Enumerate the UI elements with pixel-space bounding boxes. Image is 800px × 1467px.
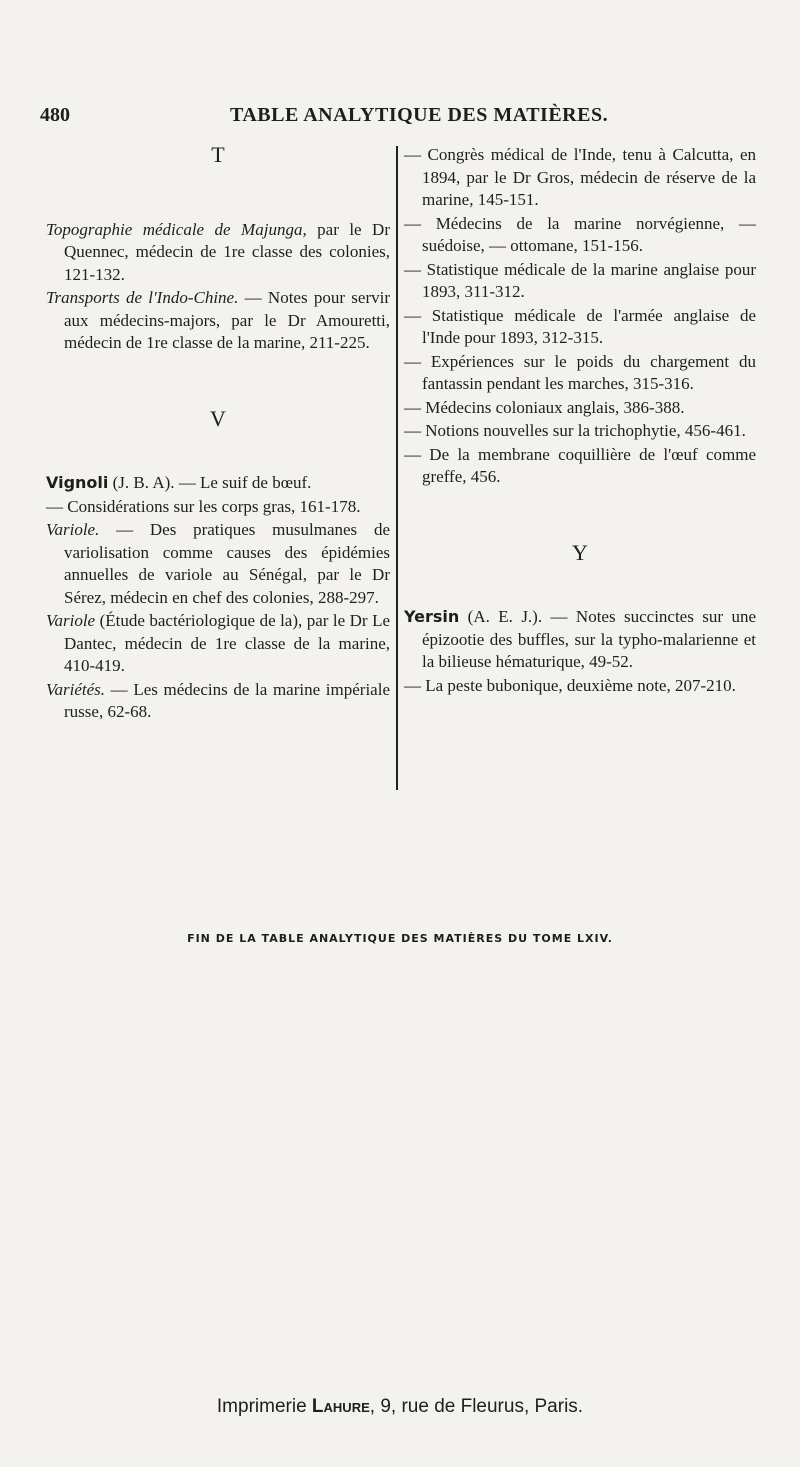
- index-subentry: — Médecins de la marine norvégienne, — suédoise, — ottomane, 151-156.: [404, 213, 756, 255]
- index-entry-transports: [46, 287, 390, 355]
- entry-head: Variole.: [46, 520, 100, 539]
- index-subentry: — Expériences sur le poids du chargement du fantassin pendant les marches, 315-316.: [404, 351, 756, 393]
- section-letter-y: Y: [572, 539, 588, 565]
- index-entry-topographie: [46, 219, 390, 287]
- entry-head: Transports de l'Indo-Chine.: [46, 288, 239, 307]
- printer-prefix: Imprimerie: [216, 1396, 312, 1417]
- end-of-table-note: FIN DE LA TABLE ANALYTIQUE DES MATIÈRES DU TOME LXIV.: [187, 932, 613, 945]
- printer-address: , 9, rue de Fleurus, Paris.: [369, 1396, 584, 1417]
- entry-head: Yersin: [404, 607, 460, 626]
- entry-text: par le Dr Quennec, médecin de 1re classe des colonies, 121-132.: [64, 219, 390, 284]
- entry-head: Topographie médicale de Majunga,: [46, 219, 307, 239]
- column-divider: [396, 146, 398, 790]
- index-subentry: — De la membrane coquillière de l'œuf comme greffe, 456.: [404, 444, 756, 486]
- index-entry-variole-pratiques: [46, 519, 390, 609]
- entry-text: — Notes pour servir aux médecins-majors, par le Dr Amouretti, médecin de 1re classe de la marine, 211-225.: [64, 288, 391, 352]
- right-column: [404, 144, 756, 698]
- index-subentry-yersin: — La peste bubonique, deuxième note, 207-210.: [404, 675, 736, 695]
- index-entry-yersin: [404, 606, 756, 674]
- entry-head: Vignoli: [46, 473, 109, 492]
- section-letter-v: V: [210, 405, 226, 431]
- index-subentry: — Congrès médical de l'Inde, tenu à Calcutta, en 1894, par le Dr Gros, médecin de réserve de la marine, 145-151.: [404, 145, 756, 209]
- entry-text: (Étude bactériologique de la), par le Dr Le Dantec, médecin de 1re classe de la marine, 410-419.: [64, 611, 390, 675]
- page-number: 480: [40, 104, 70, 126]
- index-subentry: — Médecins coloniaux anglais, 386-388.: [404, 397, 685, 417]
- entry-text: — Les médecins de la marine impériale russe, 62-68.: [64, 679, 390, 721]
- index-subentry-vignoli: — Considérations sur les corps gras, 161-178.: [46, 496, 361, 516]
- printer-imprint: [0, 1396, 800, 1418]
- entry-text: — Des pratiques musulmanes de variolisation comme causes des épidémies annuelles de variole au Sénégal, par le Dr Sérez, médecin en chef des colonies, 288-297.: [64, 520, 390, 607]
- running-title: TABLE ANALYTIQUE DES MATIÈRES.: [230, 104, 609, 126]
- index-subentry: — Notions nouvelles sur la trichophytie, 456-461.: [404, 421, 746, 440]
- index-entry-varietes: [46, 679, 390, 724]
- entry-head: Variole: [46, 611, 96, 630]
- left-column: [46, 144, 390, 725]
- entry-head: Variétés.: [46, 679, 106, 699]
- index-entry-variole-etude: [46, 610, 390, 678]
- entry-text: (J. B. A). — Le suif de bœuf.: [108, 473, 312, 492]
- index-subentry: — Statistique médicale de la marine anglaise pour 1893, 311-312.: [404, 259, 756, 301]
- index-entry-vignoli: [46, 472, 390, 495]
- printer-name: Lahure: [311, 1396, 370, 1417]
- entry-text: (A. E. J.). — Notes succinctes sur une épizootie des buffles, sur la typho-malarienne et la bilieuse hématurique, 49-52.: [422, 607, 756, 671]
- section-letter-t: T: [211, 142, 225, 167]
- page-header: [40, 104, 760, 134]
- index-subentry: — Statistique médicale de l'armée anglaise de l'Inde pour 1893, 312-315.: [404, 305, 756, 347]
